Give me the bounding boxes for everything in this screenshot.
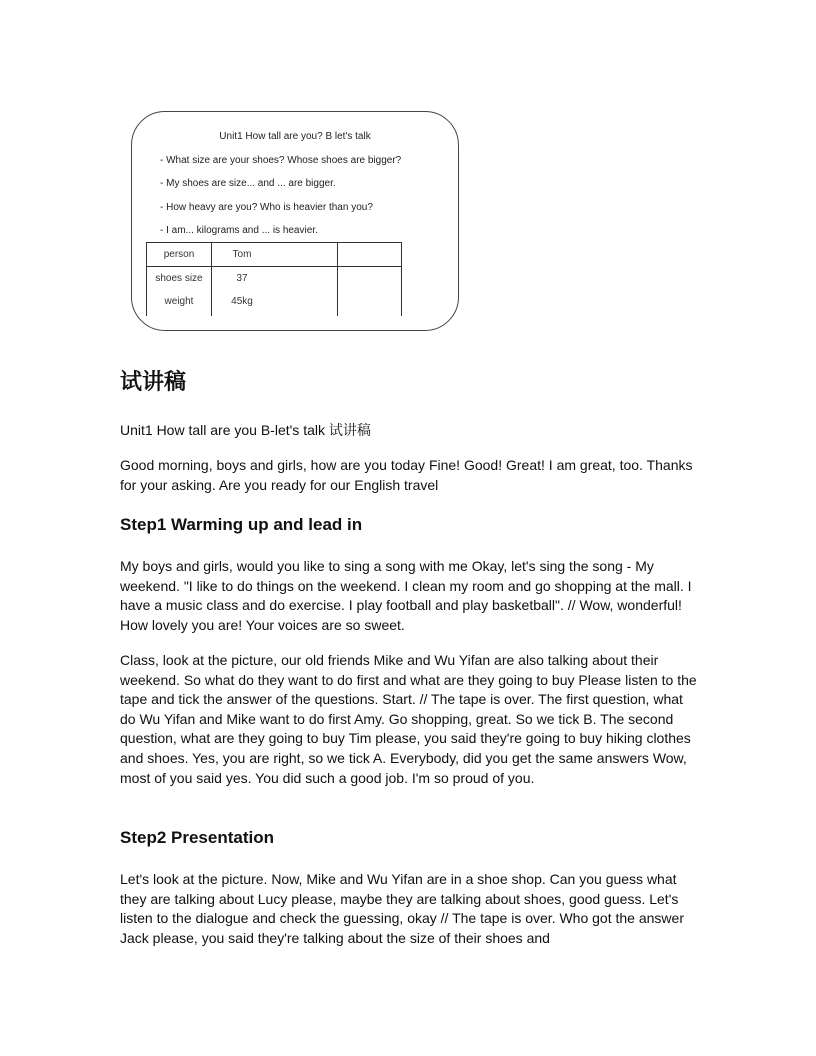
board-line: - What size are your shoes? Whose shoes are bigger?	[160, 155, 402, 166]
board-title: Unit1 How tall are you? B let's talk	[219, 131, 371, 142]
table-column-divider	[337, 243, 338, 316]
table-row-divider	[147, 266, 401, 267]
table-cell: 45kg	[231, 296, 253, 307]
page-title: 试讲稿	[120, 370, 187, 395]
board-table	[146, 242, 402, 316]
step2-heading: Step2 Presentation	[120, 828, 274, 847]
table-header-cell: Tom	[232, 249, 252, 260]
step1-heading: Step1 Warming up and lead in	[120, 515, 363, 534]
board-line: - How heavy are you? Who is heavier than you?	[160, 202, 373, 213]
table-cell: 37	[236, 273, 248, 284]
step2-paragraph: Let's look at the picture. Now, Mike and Wu Yifan are in a shoe shop. Can you guess what they are talking about Lucy please, maybe they are talking about shoes, good guess. Let's listen to the dialogue and check the guessing, okay // The tape is over. Who got the answer Jack please, you said they're talking about the size of their shoes and	[120, 871, 684, 946]
board-line: - I am... kilograms and ... is heavier.	[160, 225, 318, 236]
lesson-board-image	[131, 111, 459, 331]
intro-paragraph: Good morning, boys and girls, how are you today Fine! Good! Great! I am great, too. Thanks for your asking. Are you ready for our English travel	[120, 457, 693, 493]
step1-paragraph: My boys and girls, would you like to sing a song with me Okay, let's sing the song - My weekend. "I like to do things on the weekend. I clean my room and go shopping at the mall. I have a music class and do exercise. I play football and play basketball". // Wow, wonderful! How lovely you are! Your voices are so sweet.	[120, 558, 692, 633]
step1-paragraph: Class, look at the picture, our old friends Mike and Wu Yifan are also talking about their weekend. So what do they want to do first and what are they going to buy Please listen to the tape and tick the answer of the questions. Start. // The tape is over. The first question, what do Wu Yifan and Mike want to do first Amy. Go shopping, great. So we tick B. The second question, what are they going to buy Tim please, you said they're going to buy hiking clothes and shoes. Yes, you are right, so we tick A. Everybody, did you get the same answers Wow, most of you said yes. You did such a good job. I'm so proud of you.	[120, 652, 697, 786]
table-header-cell: person	[163, 249, 195, 260]
table-cell: weight	[164, 296, 194, 307]
board-line: - My shoes are size... and ... are bigger.	[160, 178, 336, 189]
document-subtitle: Unit1 How tall are you B-let's talk 试讲稿	[120, 422, 371, 438]
table-cell: shoes size	[155, 273, 203, 284]
